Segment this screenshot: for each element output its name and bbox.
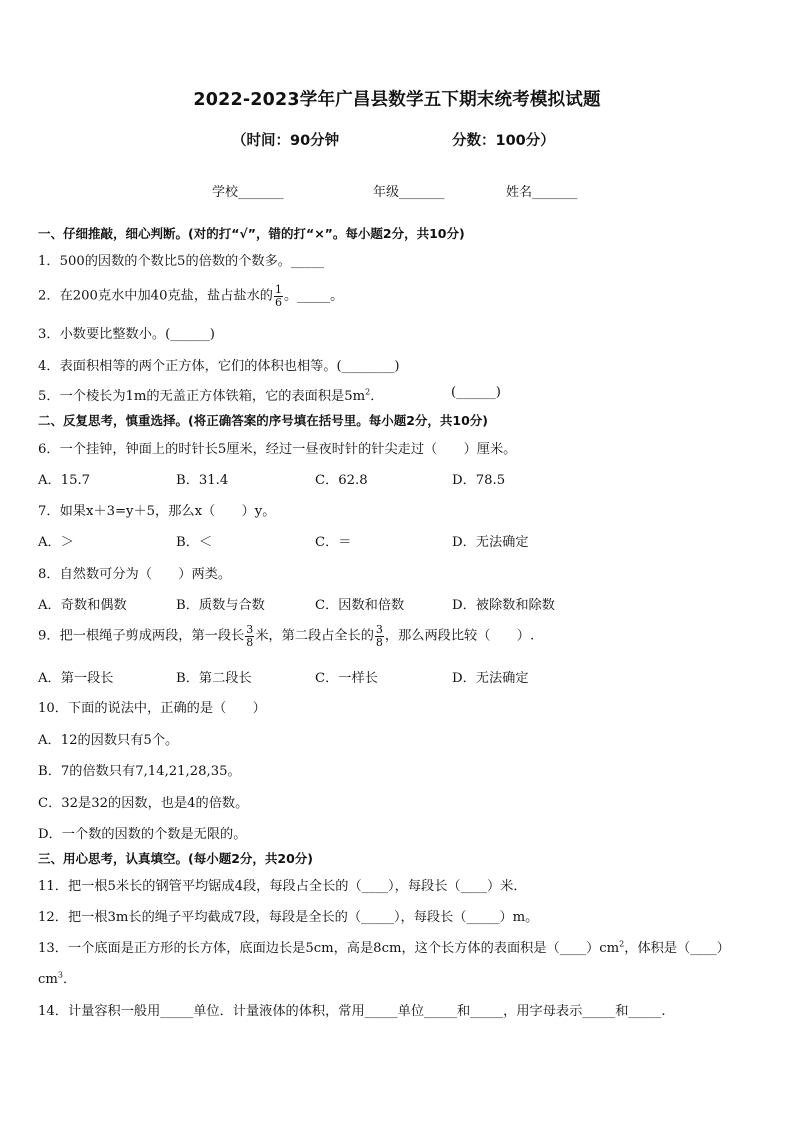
square-exponent: 2 bbox=[619, 939, 625, 949]
question-5 bbox=[38, 385, 501, 404]
question-13-continued bbox=[38, 968, 76, 987]
question-9-part2: 米，第二段占全长的 bbox=[255, 628, 374, 644]
question-11: 11．把一根5米长的钢管平均锯成4段，每段占全长的（____），每段长（____）米． bbox=[38, 879, 527, 894]
q6-option-d: D．78.5 bbox=[452, 473, 506, 488]
q6-option-c: C．62.8 bbox=[315, 473, 368, 488]
q6-option-b: B．31.4 bbox=[176, 473, 229, 488]
fraction-denominator: 8 bbox=[375, 635, 383, 649]
question-10: 10．下面的说法中，正确的是（ ） bbox=[38, 701, 266, 716]
fraction-denominator: 6 bbox=[274, 295, 282, 309]
question-9 bbox=[38, 624, 534, 648]
time-limit: （时间：90分钟 bbox=[232, 133, 340, 149]
question-5-text: 5．一个棱长为1m的无盖正方体铁箱，它的表面积是5m bbox=[38, 389, 366, 404]
q9-option-b: B．第二段长 bbox=[176, 671, 252, 686]
fraction-three-eighths-ratio bbox=[375, 624, 384, 648]
fraction-three-eighths-meters bbox=[245, 624, 254, 648]
fraction-denominator: 8 bbox=[246, 635, 254, 649]
question-7: 7．如果x＋3=y＋5，那么x（ ）y。 bbox=[38, 504, 276, 519]
question-13 bbox=[38, 937, 730, 956]
q7-option-c: C．＝ bbox=[315, 535, 352, 550]
question-13-volume: ，体积是（____） bbox=[624, 941, 730, 956]
question-2 bbox=[38, 284, 343, 308]
question-9-part3: ，那么两段比较（ ）. bbox=[384, 628, 535, 644]
question-1: 1．500的因数的个数比5的倍数的个数多。_____ bbox=[38, 254, 324, 269]
total-score: 分数：100分） bbox=[452, 133, 555, 149]
question-5-blank: (______) bbox=[451, 385, 501, 400]
q8-option-d: D．被除数和除数 bbox=[452, 598, 555, 613]
fraction-numerator: 3 bbox=[375, 623, 383, 636]
cube-exponent: 3 bbox=[57, 970, 63, 980]
section-3-heading: 三、用心思考，认真填空。(每小题2分，共20分) bbox=[38, 851, 314, 866]
question-9-part1: 9．把一根绳子剪成两段，第一段长 bbox=[38, 628, 245, 644]
q8-option-b: B．质数与合数 bbox=[176, 598, 265, 613]
question-8: 8．自然数可分为（ ）两类。 bbox=[38, 567, 232, 582]
section-1-heading: 一、仔细推敲，细心判断。(对的打“√”，错的打“×”。每小题2分，共10分) bbox=[38, 226, 465, 241]
question-4: 4．表面积相等的两个正方体，它们的体积也相等。(________) bbox=[38, 359, 400, 374]
q7-option-b: B．＜ bbox=[176, 535, 213, 550]
question-2-blank: 。_____。 bbox=[283, 288, 344, 304]
q8-option-a: A．奇数和偶数 bbox=[38, 598, 127, 613]
q7-option-d: D．无法确定 bbox=[452, 535, 529, 550]
name-field: 姓名_______ bbox=[506, 185, 578, 200]
volume-unit: cm bbox=[38, 972, 58, 987]
q9-option-c: C．一样长 bbox=[315, 671, 378, 686]
question-13-text: 13．一个底面是正方形的长方体，底面边长是5cm，高是8cm，这个长方体的表面积是（____）cm bbox=[38, 941, 620, 956]
school-field: 学校_______ bbox=[212, 185, 284, 200]
question-13-end: ． bbox=[63, 972, 77, 987]
question-14: 14．计量容积一般用_____单位．计量液体的体积，常用_____单位_____和_____，用字母表示_____和_____. bbox=[38, 1004, 666, 1019]
question-6: 6．一个挂钟，钟面上的时针长5厘米，经过一昼夜时针的针尖走过（ ）厘米。 bbox=[38, 442, 517, 457]
q10-option-a: A．12的因数只有5个。 bbox=[38, 733, 179, 748]
square-exponent: 2 bbox=[365, 387, 371, 397]
q8-option-c: C．因数和倍数 bbox=[315, 598, 405, 613]
q10-option-d: D．一个数的因数的个数是无限的。 bbox=[38, 827, 247, 842]
fraction-one-sixth bbox=[274, 284, 283, 308]
q7-option-a: A．＞ bbox=[38, 535, 74, 550]
page-title: 2022-2023学年广昌县数学五下期末统考模拟试题 bbox=[193, 90, 601, 110]
fraction-numerator: 1 bbox=[274, 283, 282, 296]
q6-option-a: A．15.7 bbox=[38, 473, 91, 488]
question-2-text: 2．在200克水中加40克盐，盐占盐水的 bbox=[38, 288, 273, 304]
q10-option-c: C．32是32的因数，也是4的倍数。 bbox=[38, 796, 249, 811]
q9-option-d: D．无法确定 bbox=[452, 671, 529, 686]
question-3: 3．小数要比整数小。(______) bbox=[38, 327, 215, 342]
question-5-period: ． bbox=[370, 389, 384, 404]
fraction-numerator: 3 bbox=[246, 623, 254, 636]
question-12: 12．把一根3m长的绳子平均截成7段，每段是全长的（_____），每段长（_____）m。 bbox=[38, 910, 539, 925]
section-2-heading: 二、反复思考，慎重选择。(将正确答案的序号填在括号里。每小题2分，共10分) bbox=[38, 413, 489, 428]
q9-option-a: A．第一段长 bbox=[38, 671, 114, 686]
q10-option-b: B．7的倍数只有7,14,21,28,35。 bbox=[38, 764, 241, 779]
grade-field: 年级_______ bbox=[373, 185, 445, 200]
